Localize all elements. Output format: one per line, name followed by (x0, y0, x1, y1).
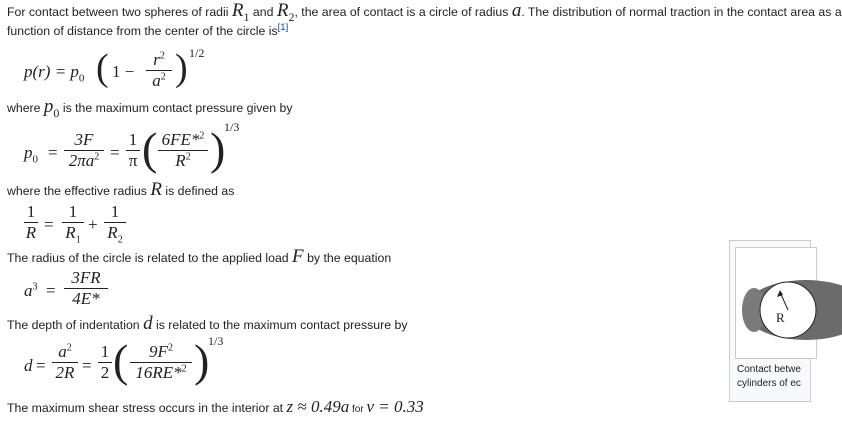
paragraph-circle-radius (7, 248, 391, 267)
load-F-symbol: F (292, 246, 304, 267)
eq2-close-paren: ) (210, 123, 226, 174)
eq5-lhs: d (24, 356, 33, 375)
depth-d-symbol: d (143, 313, 153, 334)
eq5-exponent: 1/3 (208, 334, 224, 348)
eq5-equals-1: = (36, 356, 46, 375)
eq1-lhs: $p(r) = p_0$ (24, 62, 85, 85)
figure-caption-line-2: cylinders of ec (737, 378, 801, 389)
equation-circle-radius (24, 268, 134, 314)
paragraph-max-pressure (7, 98, 292, 122)
eq5-fraction-2: 1 2 (98, 342, 112, 383)
figure-image[interactable] (735, 247, 817, 359)
cylinder-contact-illustration (736, 248, 816, 358)
load-text-2: by the equation (303, 251, 392, 265)
intro-text-1: For contact between two spheres of radii (7, 5, 232, 19)
eq2-open-paren: ( (142, 123, 158, 174)
equation-pressure-distribution (24, 48, 224, 98)
depth-text-1: The depth of indentation (7, 318, 144, 332)
eq2-lhs: $p_0$ (24, 143, 38, 166)
equation-indentation-depth (24, 334, 224, 394)
eq5-fraction-3: $9F^2$ 16RE*$^2$ (130, 342, 192, 383)
figure-caption (737, 363, 801, 391)
intro-text-3: . The distribution of normal traction in the contact area as a (521, 5, 842, 19)
radius-a-symbol: a (511, 0, 522, 21)
shear-text-for: for (349, 404, 367, 415)
equation-effective-radius (24, 202, 164, 246)
shear-text-1: The maximum shear stress occurs in the interior at (7, 401, 287, 415)
equation-max-pressure (24, 120, 244, 180)
eq3-plus: + (88, 215, 98, 234)
eq2-fraction-2: 1 π (126, 130, 140, 171)
depth-text-2: is related to the maximum contact pressure by (152, 318, 408, 332)
eq5-equals-2: = (82, 356, 92, 375)
eq1-fraction: $r^2$ $a^2$ (146, 50, 172, 91)
eq1-one-minus: 1 − (112, 62, 135, 81)
radius-text-2: is defined as (161, 184, 235, 198)
load-text-1: The radius of the circle is related to the applied load (7, 251, 293, 265)
p0-text-2: is the maximum contact pressure given by (59, 101, 293, 115)
radius-R2-symbol: $R_2$ (276, 0, 295, 24)
poisson-ratio-math: ν = 0.33 (366, 397, 424, 416)
eq5-close-paren: ) (194, 335, 210, 386)
eq1-close-paren: ) (175, 47, 188, 89)
p0-text-1: where (7, 101, 44, 115)
paragraph-indentation-depth (7, 315, 408, 334)
eq3-fraction-2: 1 $R_1$ (62, 202, 84, 245)
paragraph-intro-line2 (7, 22, 288, 40)
intro-text-4: function of distance from the center of the circle is (7, 24, 278, 38)
eq4-lhs: $a^3$ (24, 281, 38, 300)
eq3-fraction-3: 1 $R_2$ (104, 202, 126, 245)
eq5-open-paren: ( (113, 335, 129, 386)
reference-link-1[interactable]: [1] (277, 21, 289, 33)
paragraph-max-shear (7, 398, 424, 419)
eq1-exponent: 1/2 (189, 46, 205, 60)
figure-caption-line-1: Contact betwe (737, 364, 801, 375)
p0-symbol: $p_0$ (43, 96, 60, 120)
eq3-equals: = (44, 215, 54, 234)
eq4-equals: = (46, 281, 56, 300)
radius-text-1: where the effective radius (7, 184, 151, 198)
eq2-equals-2: = (110, 143, 120, 162)
intro-text-and: and (249, 5, 277, 19)
shear-depth-math: z ≈ 0.49a (286, 397, 350, 416)
eq3-fraction-1: 1 R (25, 202, 37, 242)
eq5-fraction-1: $a^2$ 2R (52, 342, 78, 383)
figure-label-R: R (776, 310, 785, 325)
eq2-exponent: 1/3 (224, 120, 240, 134)
eq1-open-paren: ( (96, 47, 109, 89)
eq2-fraction-3: 6FE*$^2$ $R^2$ (158, 130, 208, 171)
eq2-fraction-1: 3F $2\pi a^2$ (64, 130, 104, 171)
intro-text-2: , the area of contact is a circle of radius (294, 5, 512, 19)
eq2-equals-1: = (48, 143, 58, 162)
eq4-fraction: 3FR 4E* (64, 268, 108, 309)
paragraph-effective-radius (7, 181, 234, 200)
radius-R1-symbol: $R_1$ (231, 0, 250, 24)
effective-radius-symbol: R (150, 179, 162, 200)
